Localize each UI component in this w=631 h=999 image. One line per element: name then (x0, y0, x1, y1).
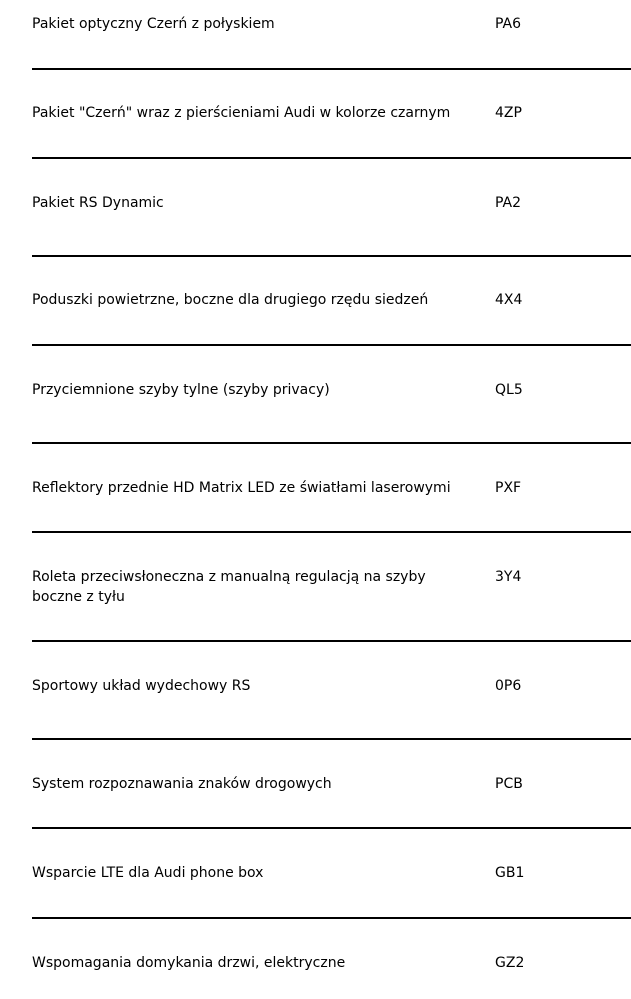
item-label: Poduszki powietrzne, boczne dla drugiego rzędu siedzeń (32, 292, 429, 308)
item-code: QL5 (495, 382, 523, 398)
row-divider (32, 738, 631, 740)
row-divider (32, 157, 631, 159)
item-code: 4ZP (495, 105, 522, 121)
item-code: PCB (495, 776, 523, 792)
item-label: Sportowy układ wydechowy RS (32, 678, 251, 694)
row-divider (32, 344, 631, 346)
item-label: Pakiet RS Dynamic (32, 195, 164, 211)
item-label: Roleta przeciwsłoneczna z manualną regulacją na szyby boczne z tyłu (32, 569, 426, 605)
row-divider (32, 917, 631, 919)
row-divider (32, 827, 631, 829)
item-label: Wspomagania domykania drzwi, elektryczne (32, 955, 346, 971)
item-code: PA6 (495, 16, 522, 32)
item-code: 4X4 (495, 292, 523, 308)
item-label: Przyciemnione szyby tylne (szyby privacy) (32, 382, 330, 398)
item-label: Pakiet "Czerń" wraz z pierścieniami Audi w kolorze czarnym (32, 105, 451, 121)
item-code: PXF (495, 480, 522, 496)
item-label: Reflektory przednie HD Matrix LED ze światłami laserowymi (32, 480, 451, 496)
row-divider (32, 640, 631, 642)
item-code: 0P6 (495, 678, 522, 694)
item-label: Pakiet optyczny Czerń z połyskiem (32, 16, 275, 32)
item-code: 3Y4 (495, 569, 522, 585)
row-divider (32, 531, 631, 533)
item-code: GB1 (495, 865, 525, 881)
row-divider (32, 442, 631, 444)
item-label: System rozpoznawania znaków drogowych (32, 776, 332, 792)
item-label: Wsparcie LTE dla Audi phone box (32, 865, 264, 881)
item-code: GZ2 (495, 955, 525, 971)
item-code: PA2 (495, 195, 522, 211)
row-divider (32, 68, 631, 70)
row-divider (32, 255, 631, 257)
